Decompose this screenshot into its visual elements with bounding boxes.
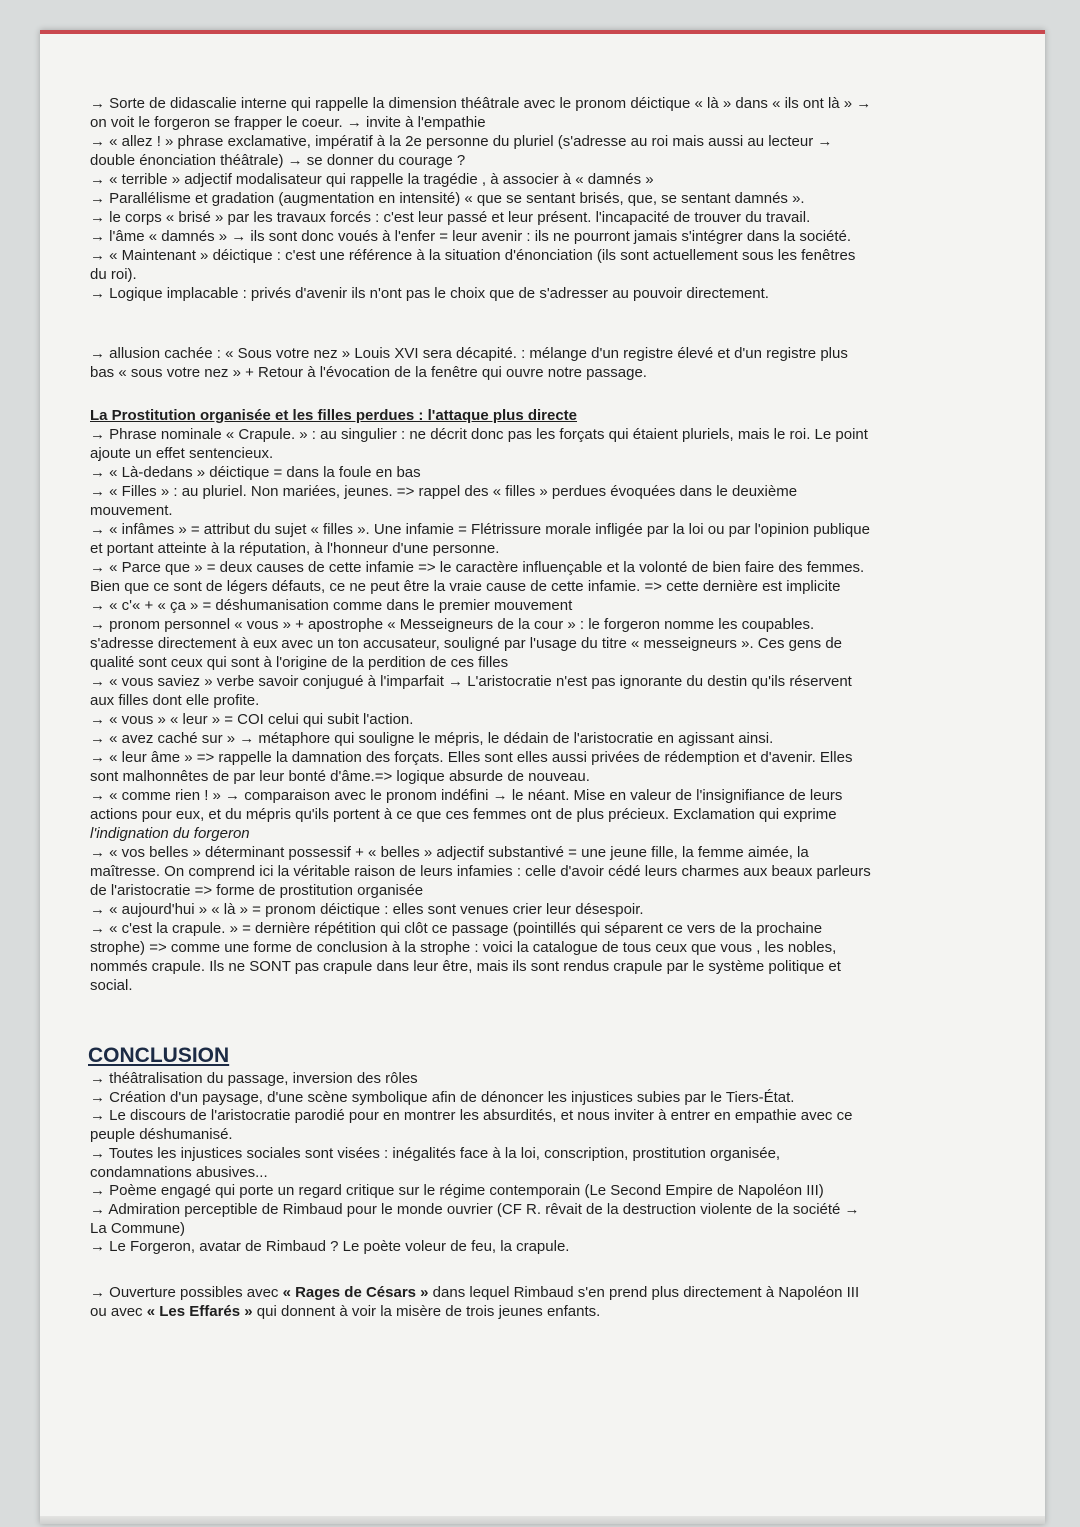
text-line: aux filles dont elle profite. bbox=[90, 692, 260, 709]
text-line: bas « sous votre nez » + Retour à l'évocation de la fenêtre qui ouvre notre passage. bbox=[90, 364, 647, 381]
text-line: → l'âme « damnés » → ils sont donc voués à l'enfer = leur avenir : ils ne pourront jamais s'intégrer dans la société. bbox=[90, 228, 852, 245]
text-line: → « Maintenant » déictique : c'est une référence à la situation d'énonciation (ils sont actuellement sous les fenêtres bbox=[90, 247, 856, 264]
text-line: La Commune) bbox=[90, 1219, 186, 1237]
analysis-part-1 bbox=[90, 94, 1010, 303]
text-line: nommés crapule. Ils ne SONT pas crapule dans leur être, mais ils sont rendus crapule par le système politique et bbox=[90, 958, 841, 975]
text-line: condamnations abusives... bbox=[90, 1163, 268, 1181]
text-line: → « c'est la crapule. » = dernière répétition qui clôt ce passage (pointillés qui séparent ce vers de la prochaine bbox=[90, 920, 823, 937]
text-line: → Admiration perceptible de Rimbaud pour le monde ouvrier (CF R. rêvait de la destruction violente de la société → bbox=[90, 1200, 860, 1218]
analysis-part-2 bbox=[90, 406, 1010, 995]
conclusion-heading: CONCLUSION bbox=[88, 1044, 230, 1067]
text-line: → Toutes les injustices sociales sont visées : inégalités face à la loi, conscription, prostitution organisée, bbox=[90, 1144, 781, 1162]
text-line: → Parallélisme et gradation (augmentation en intensité) « que se sentant brisés, que, se sentant damnés ». bbox=[90, 190, 805, 207]
text-line: qualité sont ceux qui sont à l'origine de la perdition de ces filles bbox=[90, 654, 509, 671]
text-line: → « vos belles » déterminant possessif + « belles » adjectif substantivé = une jeune fille, la femme aimée, la bbox=[90, 844, 809, 861]
text-span: ou avec bbox=[90, 1302, 147, 1320]
conclusion-section bbox=[90, 1070, 1010, 1257]
text-line: s'adresse directement à eux avec un ton accusateur, souligné par l'usage du titre « messeigneurs ». Ces gens de bbox=[90, 635, 842, 652]
text-line: → « comme rien ! » → comparaison avec le pronom indéfini → le néant. Mise en valeur de l'insignifiance de leurs bbox=[90, 787, 843, 804]
text-line: → « infâmes » = attribut du sujet « filles ». Une infamie = Flétrissure morale infligée par la loi ou par l'opinion publique bbox=[90, 521, 870, 538]
poem-title-rages-de-cesars: « Rages de Césars » bbox=[282, 1284, 429, 1301]
text-line: → « allez ! » phrase exclamative, impératif à la 2e personne du pluriel (s'adresse au roi mais aussi au lecteur → bbox=[90, 133, 833, 150]
text-line: → « leur âme » => rappelle la damnation des forçats. Elles sont elles aussi privées de rédemption et d'avenir. Elles bbox=[90, 749, 853, 766]
text-line: → Le Forgeron, avatar de Rimbaud ? Le poète voleur de feu, la crapule. bbox=[90, 1238, 570, 1256]
opening-suggestions bbox=[90, 1284, 1010, 1321]
text-line: → « c'« + « ça » = déshumanisation comme dans le premier mouvement bbox=[90, 597, 573, 614]
text-line: → « Parce que » = deux causes de cette infamie => le caractère influençable et la volonté de bien faire des femmes. bbox=[90, 559, 865, 576]
text-line: strophe) => comme une forme de conclusion à la strophe : voici la catalogue de tous ceux que vous , les nobles, bbox=[90, 939, 837, 956]
text-span: dans lequel Rimbaud s'en prend plus directement à Napoléon III bbox=[428, 1284, 860, 1301]
text-line: → pronom personnel « vous » + apostrophe « Messeigneurs de la cour » : le forgeron nomme les coupables. bbox=[90, 616, 815, 633]
text-line: → « terrible » adjectif modalisateur qui rappelle la tragédie , à associer à « damnés » bbox=[90, 171, 654, 188]
text-span: → Ouverture possibles avec bbox=[90, 1284, 283, 1301]
section-subheading: La Prostitution organisée et les filles perdues : l'attaque plus directe bbox=[90, 407, 578, 424]
text-line: et portant atteinte à la réputation, à l'honneur d'une personne. bbox=[90, 540, 500, 557]
text-line: → allusion cachée : « Sous votre nez » Louis XVI sera décapité. : mélange d'un registre élevé et d'un registre plus bbox=[90, 345, 848, 362]
text-line: → Le discours de l'aristocratie parodié pour en montrer les absurdités, et nous inviter à entrer en empathie avec ce bbox=[90, 1107, 853, 1125]
text-line: → Logique implacable : privés d'avenir ils n'ont pas le choix que de s'adresser au pouvoir directement. bbox=[90, 285, 769, 302]
page-bottom-edge bbox=[40, 1516, 1045, 1524]
text-line: on voit le forgeron se frapper le coeur. → invite à l'empathie bbox=[90, 114, 486, 131]
text-line: → le corps « brisé » par les travaux forcés : c'est leur passé et leur présent. l'incapacité de trouver du travail. bbox=[90, 209, 811, 226]
text-line: peuple déshumanisé. bbox=[90, 1126, 233, 1144]
text-line: social. bbox=[90, 977, 133, 994]
text-line: → « vous » « leur » = COI celui qui subit l'action. bbox=[90, 711, 414, 728]
text-line: de l'aristocratie => forme de prostitution organisée bbox=[90, 882, 424, 899]
text-line: Bien que ce sont de légers défauts, ce ne peut être la vraie cause de cette infamie. => cette dernière est implicite bbox=[90, 578, 841, 595]
text-span: qui donnent à voir la misère de trois jeunes enfants. bbox=[252, 1302, 601, 1320]
text-line: mouvement. bbox=[90, 502, 173, 519]
text-line: → théâtralisation du passage, inversion des rôles bbox=[90, 1070, 418, 1087]
text-line: → « vous saviez » verbe savoir conjugué à l'imparfait → L'aristocratie n'est pas ignorante du destin qu'ils réservent bbox=[90, 673, 852, 690]
opening-line-2 bbox=[90, 1303, 1010, 1322]
text-line: l'indignation du forgeron bbox=[90, 825, 250, 842]
text-line: maîtresse. On comprend ici la véritable raison de leurs infamies : celle d'avoir cédé leurs charmes aux beaux parleurs bbox=[90, 863, 871, 880]
text-line: → « aujourd'hui » « là » = pronom déictique : elles sont venues crier leur désespoir. bbox=[90, 901, 644, 918]
text-line: → Sorte de didascalie interne qui rappelle la dimension théâtrale avec le pronom déictique « là » dans « ils ont là » → bbox=[90, 95, 872, 112]
text-line: → « Là-dedans » déictique = dans la foule en bas bbox=[90, 464, 421, 481]
text-line: du roi). bbox=[90, 266, 137, 283]
text-line: ajoute un effet sentencieux. bbox=[90, 445, 274, 462]
text-line: actions pour eux, et du mépris qu'ils portent à ce que ces femmes ont de plus précieux. Exclamation qui exprime bbox=[90, 806, 837, 823]
text-line: → Poème engagé qui porte un regard critique sur le régime contemporain (Le Second Empire de Napoléon III) bbox=[90, 1182, 824, 1200]
text-line: sont malhonnêtes de par leur bonté d'âme.=> logique absurde de nouveau. bbox=[90, 768, 590, 785]
opening-line-1 bbox=[90, 1284, 1010, 1303]
document-page bbox=[40, 30, 1045, 1524]
hidden-allusion-note bbox=[90, 344, 1010, 382]
text-line: → « Filles » : au pluriel. Non mariées, jeunes. => rappel des « filles » perdues évoquées dans le deuxième bbox=[90, 483, 798, 500]
poem-title-les-effares: « Les Effarés » bbox=[146, 1302, 253, 1320]
text-line: → Phrase nominale « Crapule. » : au singulier : ne décrit donc pas les forçats qui étaient pluriels, mais le roi. Le point bbox=[90, 426, 868, 443]
text-line: → Création d'un paysage, d'une scène symbolique afin de dénoncer les injustices subies par le Tiers-État. bbox=[90, 1088, 795, 1106]
text-line: double énonciation théâtrale) → se donner du courage ? bbox=[90, 152, 466, 169]
text-line: → « avez caché sur » → métaphore qui souligne le mépris, le dédain de l'aristocratie en agissant ainsi. bbox=[90, 730, 774, 747]
